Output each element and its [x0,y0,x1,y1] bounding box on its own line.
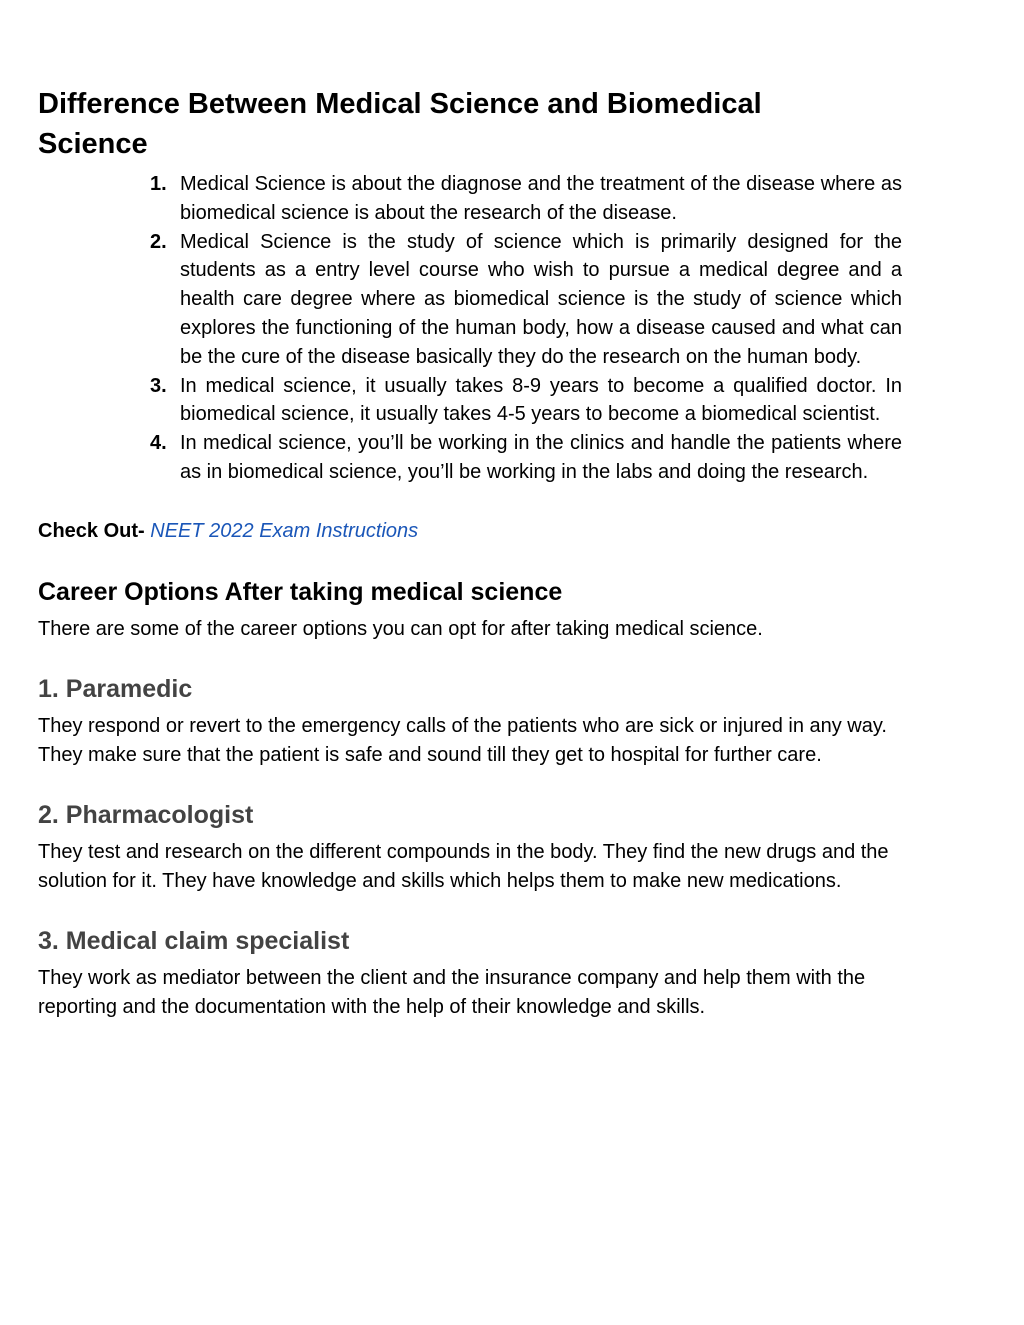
list-item-text: Medical Science is about the diagnose and the treatment of the disease where as biomedical science is about the research of the disease. [180,173,902,224]
list-number: 1. [150,173,167,195]
list-item [150,429,902,487]
career-text-pharmacologist: They test and research on the different compounds in the body. They find the new drugs and the solution for it. They have knowledge and skills which helps them to make new medications. [38,840,889,892]
career-heading-pharmacologist: 2. Pharmacologist [38,800,254,829]
career-text-paramedic: They respond or revert to the emergency calls of the patients who are sick or injured in any way. They make sure that the patient is safe and sound till they get to hospital for further care. [38,714,887,766]
neet-instructions-link[interactable]: NEET 2022 Exam Instructions [150,519,419,542]
career-heading: Career Options After taking medical science [38,577,563,606]
career-heading-medical-claim-specialist: 3. Medical claim specialist [38,926,350,955]
list-item-text: Medical Science is the study of science which is primarily designed for the students as a entry level course who wish to pursue a medical degree and a health care degree where as biomedical science is the study of science which explores the functioning of the human body, how a disease caused and what can be the cure of the disease basically they do the research on the human body. [180,230,902,368]
page-title: Difference Between Medical Science and Biomedical Science [38,88,762,160]
check-out-line [38,517,904,545]
list-item [150,228,902,372]
differences-list [38,170,902,487]
career-text-medical-claim-specialist: They work as mediator between the client and the insurance company and help them with the reporting and the documentation with the help of their knowledge and skills. [38,966,866,1018]
career-heading-paramedic: 1. Paramedic [38,674,193,703]
list-item-text: In medical science, it usually takes 8-9 years to become a qualified doctor. In biomedical science, it usually takes 4-5 years to become a biomedical scientist. [180,374,902,426]
list-number: 2. [150,230,167,253]
list-item [150,372,902,430]
list-number: 3. [150,374,167,397]
check-out-label: Check Out- [38,519,145,542]
list-item-text: In medical science, you’ll be working in the clinics and handle the patients where as in biomedical science, you’ll be working in the labs and doing the research. [180,432,902,483]
list-number: 4. [150,432,167,455]
list-item [150,170,902,228]
career-intro: There are some of the career options you can opt for after taking medical science. [38,617,763,640]
